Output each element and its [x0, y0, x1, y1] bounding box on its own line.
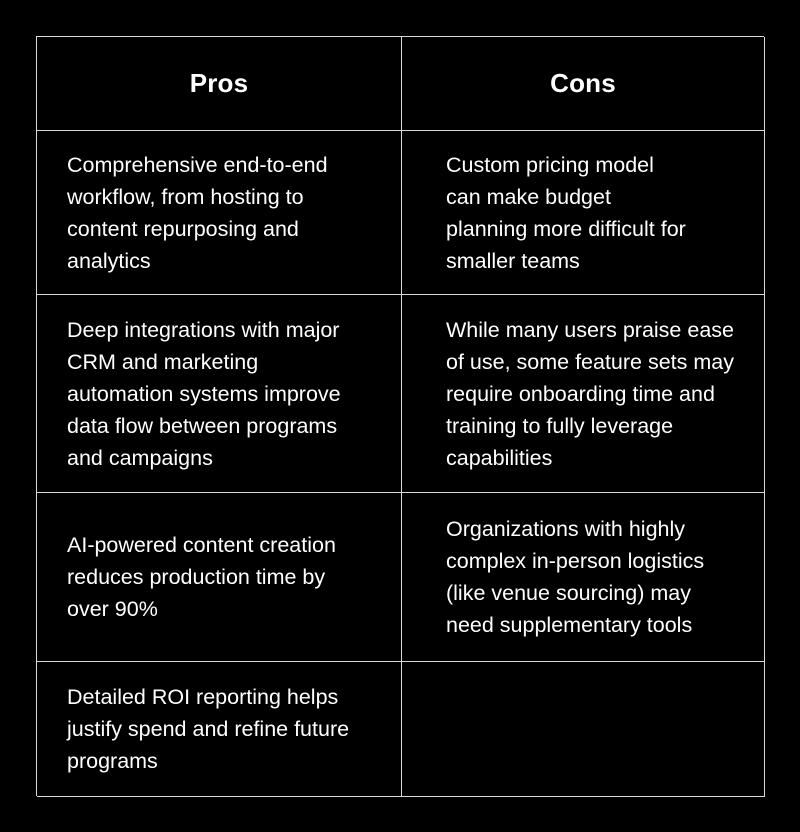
pro-text-1: Comprehensive end-to-end workflow, from hosting to content repurposing and analytics	[67, 152, 328, 273]
pros-header: Pros	[37, 37, 402, 131]
pro-text-4: Detailed ROI reporting helps justify spend and refine future programs	[67, 685, 350, 773]
con-cell-2	[402, 295, 765, 493]
pros-cons-table	[36, 36, 764, 796]
pro-cell-3	[37, 493, 402, 662]
pro-text-3: AI-powered content creation reduces production time by over 90%	[67, 533, 336, 621]
con-text-1: Custom pricing model can make budget planning more difficult for smaller teams	[446, 152, 686, 273]
con-text-2: While many users praise ease of use, some feature sets may require onboarding time and training to fully leverage capabilities	[446, 317, 734, 470]
con-cell-4	[402, 662, 765, 797]
pro-cell-2	[37, 295, 402, 493]
pro-cell-1	[37, 131, 402, 295]
pro-text-2: Deep integrations with major CRM and marketing automation systems improve data flow between programs and campaigns	[67, 317, 341, 470]
pro-cell-4	[37, 662, 402, 797]
con-cell-1	[402, 131, 765, 295]
con-cell-3	[402, 493, 765, 662]
con-text-3: Organizations with highly complex in-person logistics (like venue sourcing) may need supplementary tools	[446, 517, 705, 637]
cons-header: Cons	[402, 37, 765, 131]
